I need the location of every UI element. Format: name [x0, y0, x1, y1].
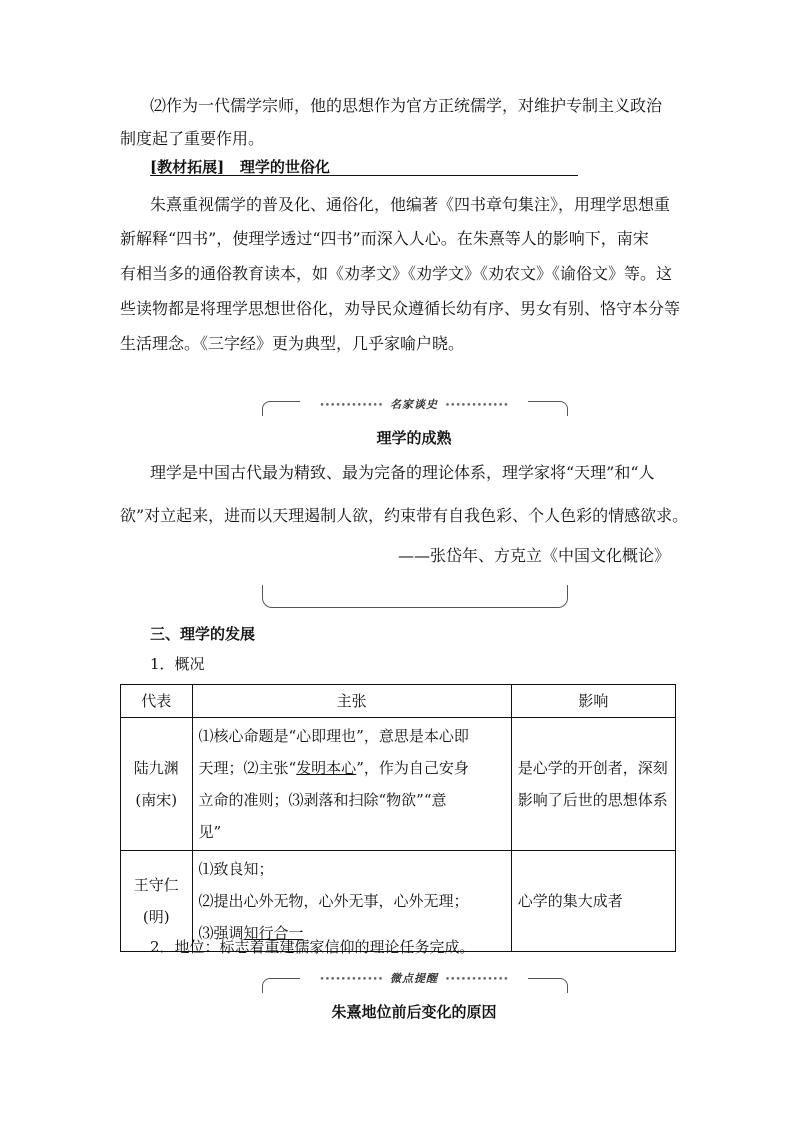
- table-row: [121, 718, 676, 851]
- quote-box-title: 理学的成熟: [376, 429, 452, 447]
- quote-box-badge-label: 名家谈史: [390, 398, 438, 411]
- tip-box-badge-label: 微点提醒: [390, 972, 438, 985]
- expansion-heading: [150, 157, 678, 177]
- expansion-line-3: 有相当多的通俗教育读本，如《劝孝文》《劝学文》《劝农文》《谕俗文》等。这: [120, 264, 673, 283]
- row1-representative: [121, 718, 193, 851]
- row1-claim-line-4: 见”: [198, 823, 222, 841]
- tip-box-badge: •••••••••••• 微点提醒 ••••••••••••: [300, 972, 528, 987]
- table-header-claim: 主张: [192, 685, 511, 718]
- section3-heading: 三、理学的发展: [150, 625, 256, 643]
- row1-claim-line-2: [199, 752, 505, 784]
- row1-claim-line-1: ⑴核心命题是“心即理也”，意思是本心即: [198, 727, 469, 745]
- expansion-line-5: 生活理念。《三字经》更为典型，几乎家喻户晓。: [120, 334, 465, 353]
- intro-line-2: 制度起了重要作用。: [120, 129, 265, 148]
- table-header-impact: 影响: [511, 685, 675, 718]
- row1-period: (南宋): [135, 791, 178, 809]
- intro-line-1: ⑵作为一代儒学宗师，他的思想作为官方正统儒学，对维护专制主义政治: [150, 96, 663, 115]
- row2-claim-keyword: 知行合一: [243, 924, 304, 942]
- row2-person: 王守仁: [133, 876, 179, 894]
- expansion-title: 理学的世俗化: [239, 158, 330, 176]
- development-table: [120, 684, 676, 952]
- row1-impact: 是心学的开创者，深刻影响了后世的思想体系: [511, 718, 675, 851]
- quote-line-2: 欲”对立起来，进而以天理遏制人欲，约束带有自我色彩、个人色彩的情感欲求。: [120, 506, 689, 525]
- expansion-tag: [教材拓展]: [150, 158, 225, 176]
- row1-claim: [192, 718, 511, 851]
- row1-claim-keyword: 发明本心: [296, 759, 357, 777]
- expansion-underline: [150, 175, 578, 176]
- row1-claim-line-3: 立命的准则；⑶剥落和扫除“物欲”“意: [198, 791, 447, 809]
- table-header-row: [121, 685, 676, 718]
- row2-claim-line-3a: ⑶强调: [198, 924, 244, 942]
- row1-person: 陆九渊: [133, 759, 179, 777]
- row2-period: (明): [142, 908, 170, 926]
- row1-claim-line-2b: ”，作为自己安身: [356, 759, 469, 777]
- row2-impact: 心学的集大成者: [511, 851, 675, 952]
- section3-sub1: 1．概况: [150, 655, 205, 673]
- quote-source: ——张岱年、方克立《中国文化概论》: [397, 546, 670, 565]
- expansion-line-1: 朱熹重视儒学的普及化、通俗化，他编著《四书章句集注》，用理学思想重: [150, 195, 671, 214]
- expansion-line-4: 些读物都是将理学思想世俗化，劝导民众遵循长幼有序、男女有别、恪守本分等: [120, 299, 681, 318]
- row1-claim-line-2a: 天理；⑵主张“: [198, 759, 297, 777]
- quote-line-1: 理学是中国古代最为精致、最为完备的理论体系，理学家将“天理”和“人: [150, 463, 655, 482]
- row2-claim-line-2: ⑵提出心外无物，心外无事，心外无理；: [198, 892, 469, 910]
- quote-box-badge: •••••••••••• 名家谈史 ••••••••••••: [300, 398, 528, 413]
- section3-sub2: 2．地位：标志着重建儒家信仰的理论任务完成。: [150, 938, 475, 956]
- quote-box-bottom-border: [262, 585, 568, 608]
- row2-claim-line-1: ⑴致良知；: [198, 860, 274, 878]
- tip-box-title: 朱熹地位前后变化的原因: [331, 1003, 497, 1021]
- expansion-line-2: 新解释“四书”，使理学透过“四书”而深入人心。在朱熹等人的影响下，南宋: [120, 229, 649, 248]
- table-header-representative: 代表: [121, 685, 193, 718]
